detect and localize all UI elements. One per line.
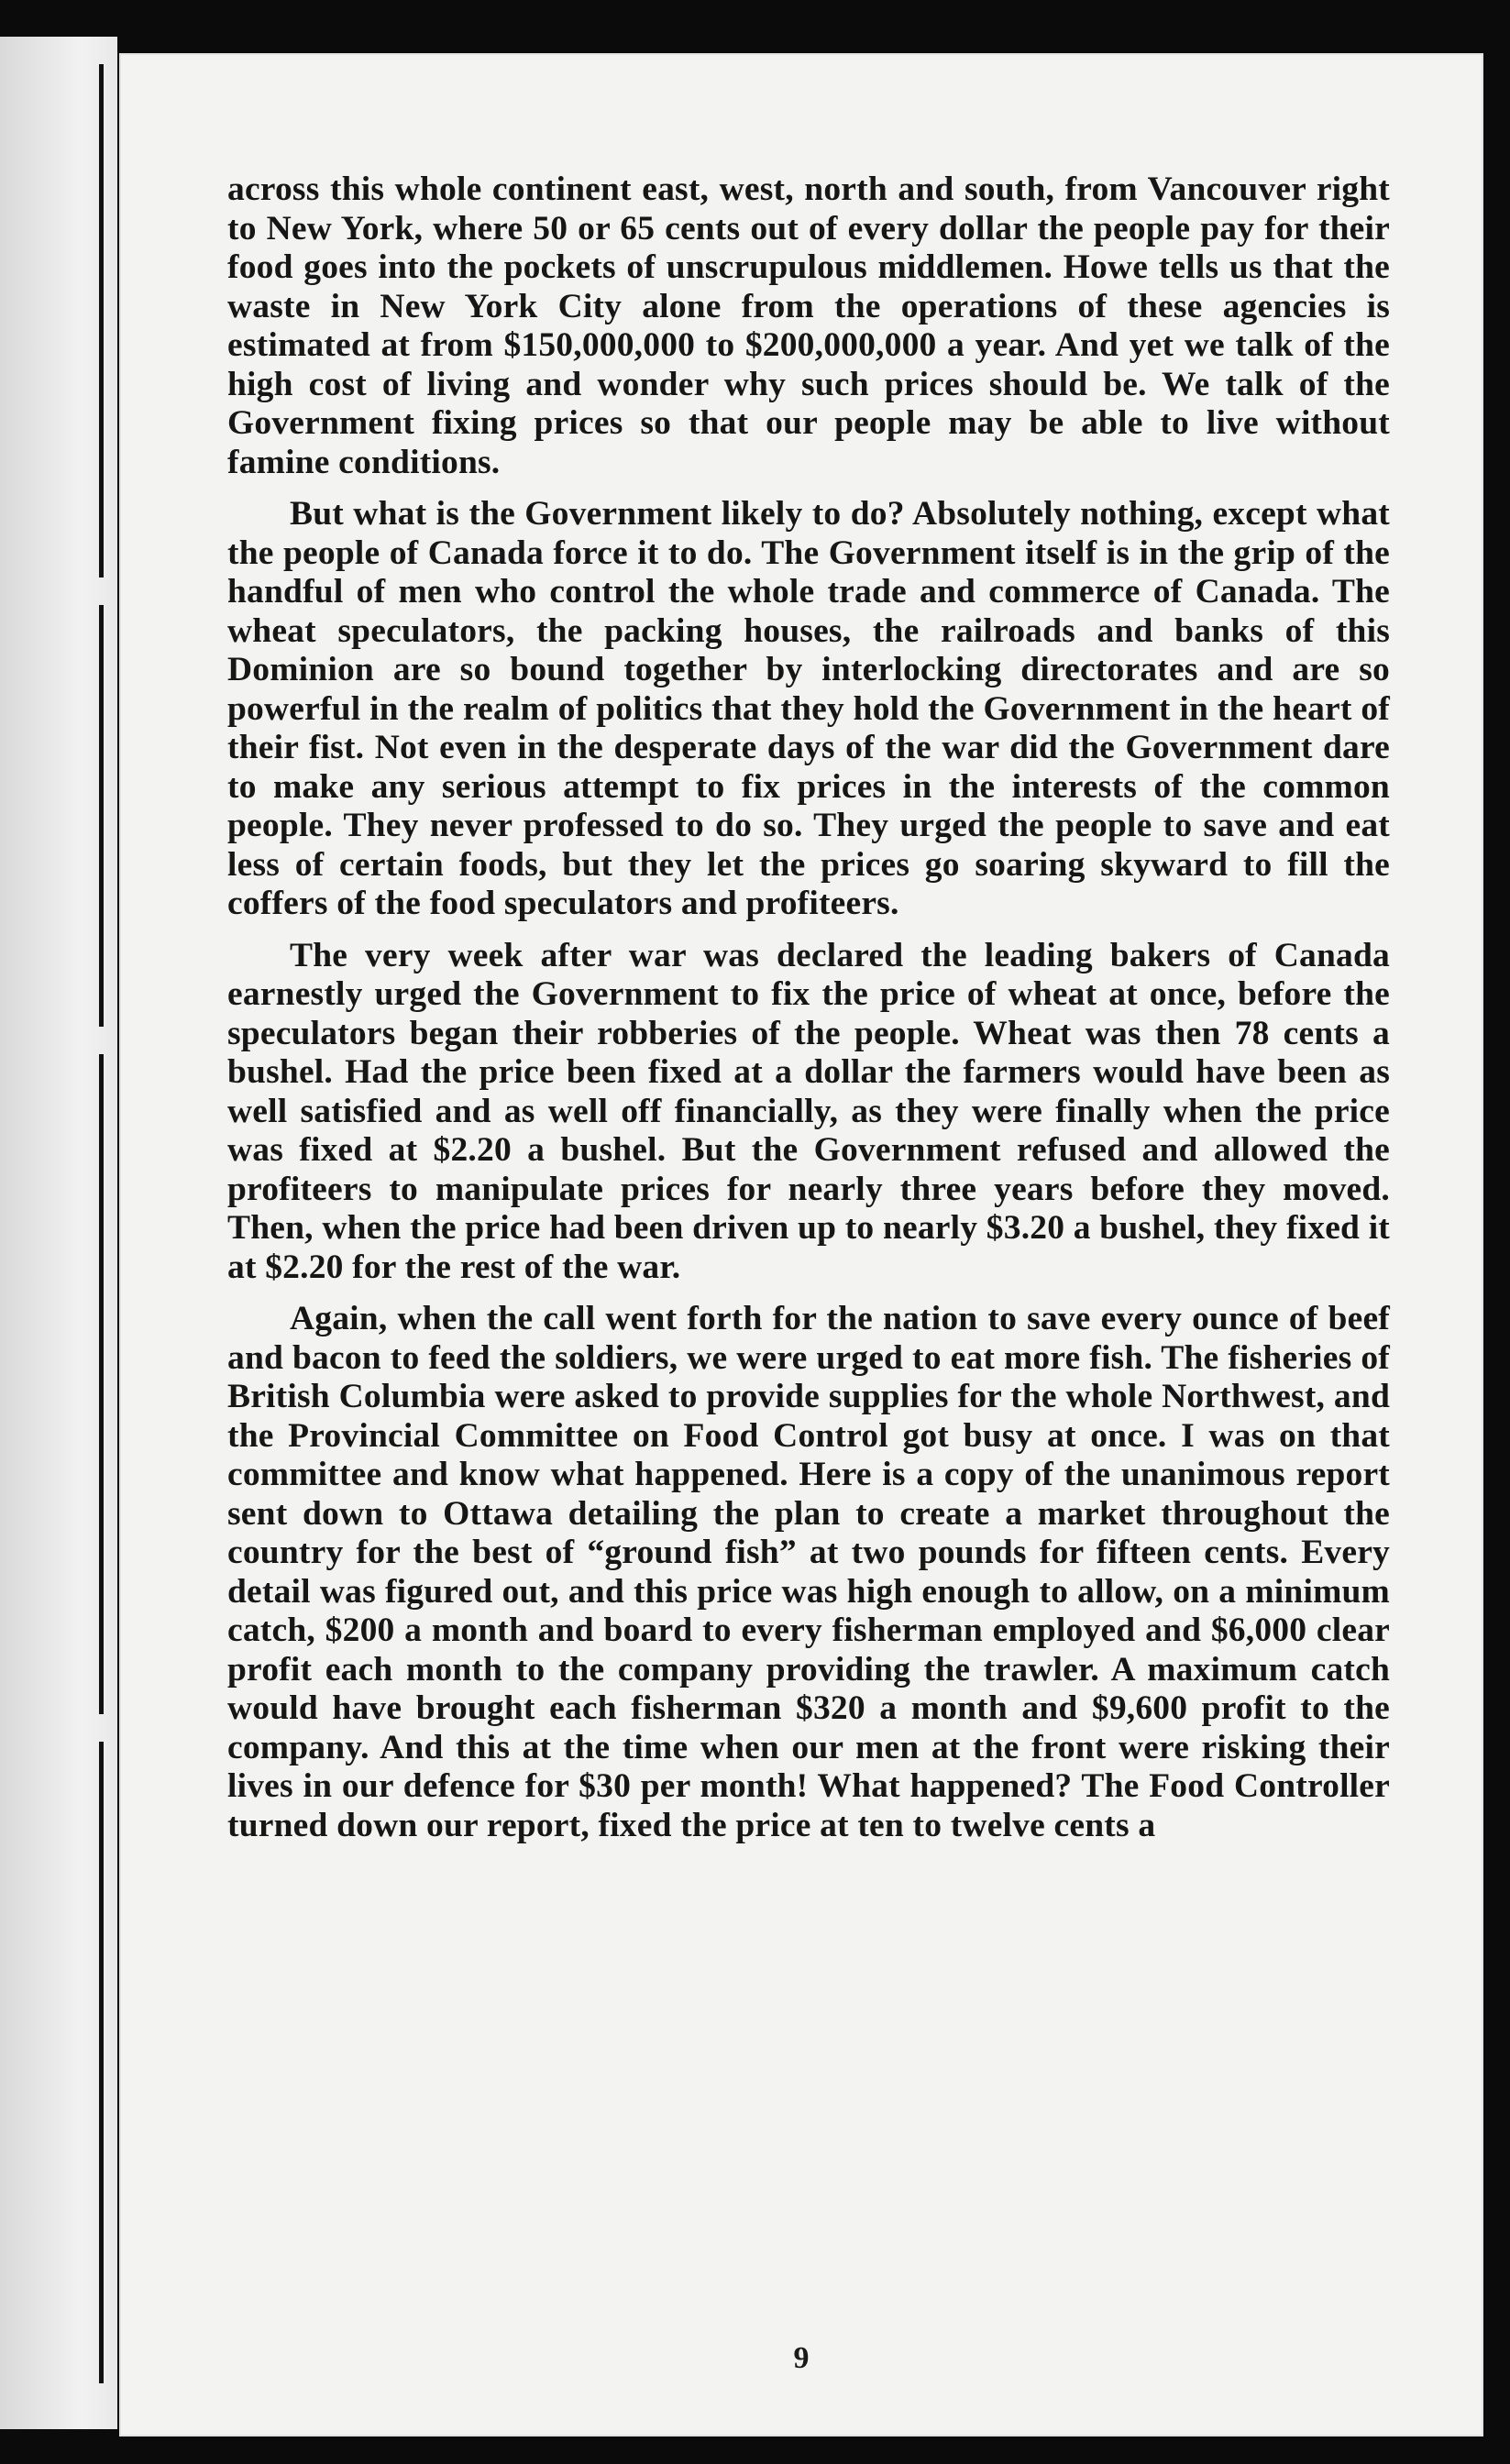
previous-page-edge [0,37,117,2429]
paragraph-4: Again, when the call went forth for the nation to save every ounce of beef and bacon to feed the soldiers, we were urged to eat more fish. The fisheries of British Columbia were asked to provide supplies for the whole Northwest, and the Provincial Committee on Food Control got busy at once. I was on that committee and know what happened. Here is a copy of the unanimous report sent down to Ottawa detailing the plan to create a market throughout the country for the best of “ground fish” at two pounds for fifteen cents. Every detail was figured out, and this price was high enough to allow, on a minimum catch, $200 a month and board to every fisherman employed and $6,000 clear profit each month to the company providing the trawler. A maximum catch would have brought each fisherman $320 a month and $9,600 profit to the company. And this at the time when our men at the front were risking their lives in our defence for $30 per month! What happened? The Food Controller turned down our report, fixed the price at ten to twelve cents a [227,1300,1390,1844]
paragraph-3: The very week after war was declared the leading bakers of Canada earnestly urged the Government to fix the price of wheat at once, before the speculators began their robberies of the people. Wheat was then 78 cents a bushel. Had the price been fixed at a dollar the farmers would have been as well satisfied and as well off financially, as they were finally when the price was fixed at $2.20 a bushel. But the Government refused and allowed the profiteers to manipulate prices for nearly three years before they moved. Then, when the price had been driven up to nearly $3.20 a bushel, they fixed it at $2.20 for the rest of the war. [227,936,1390,1286]
page-number: 9 [793,2341,810,2375]
paragraph-2: But what is the Government likely to do? Absolutely nothing, except what the people of Canada force it to do. The Government itself is in the grip of the handful of men who control the whole trade and commerce of Canada. The wheat speculators, the packing houses, the railroads and banks of this Dominion are so bound together by interlocking directorates and are so powerful in the realm of politics that they hold the Government in the heart of their fist. Not even in the desperate days of the war did the Government dare to make any serious attempt to fix prices in the interests of the common people. They never professed to do so. They urged the people to save and eat less of certain foods, but they let the prices go soaring skyward to fill the coffers of the food speculators and profiteers. [227,495,1390,922]
margin-rule-bottom [99,1742,104,2383]
margin-rule-top [99,64,104,578]
margin-rule-mid [99,605,104,1027]
book-page [119,53,1483,2436]
paragraph-1: across this whole continent east, west, north and south, from Vancouver right to New York, where 50 or 65 cents out of every dollar the people pay for their food goes into the pockets of unscrupulous middlemen. Howe tells us that the waste in New York City alone from the operations of these agencies is estimated at from $150,000,000 to $200,000,000 a year. And yet we talk of the high cost of living and wonder why such prices should be. We talk of the Government fixing prices so that our people may be able to live without famine conditions. [227,170,1390,481]
margin-rule-lower [99,1054,104,1714]
body-text [227,170,1390,1858]
